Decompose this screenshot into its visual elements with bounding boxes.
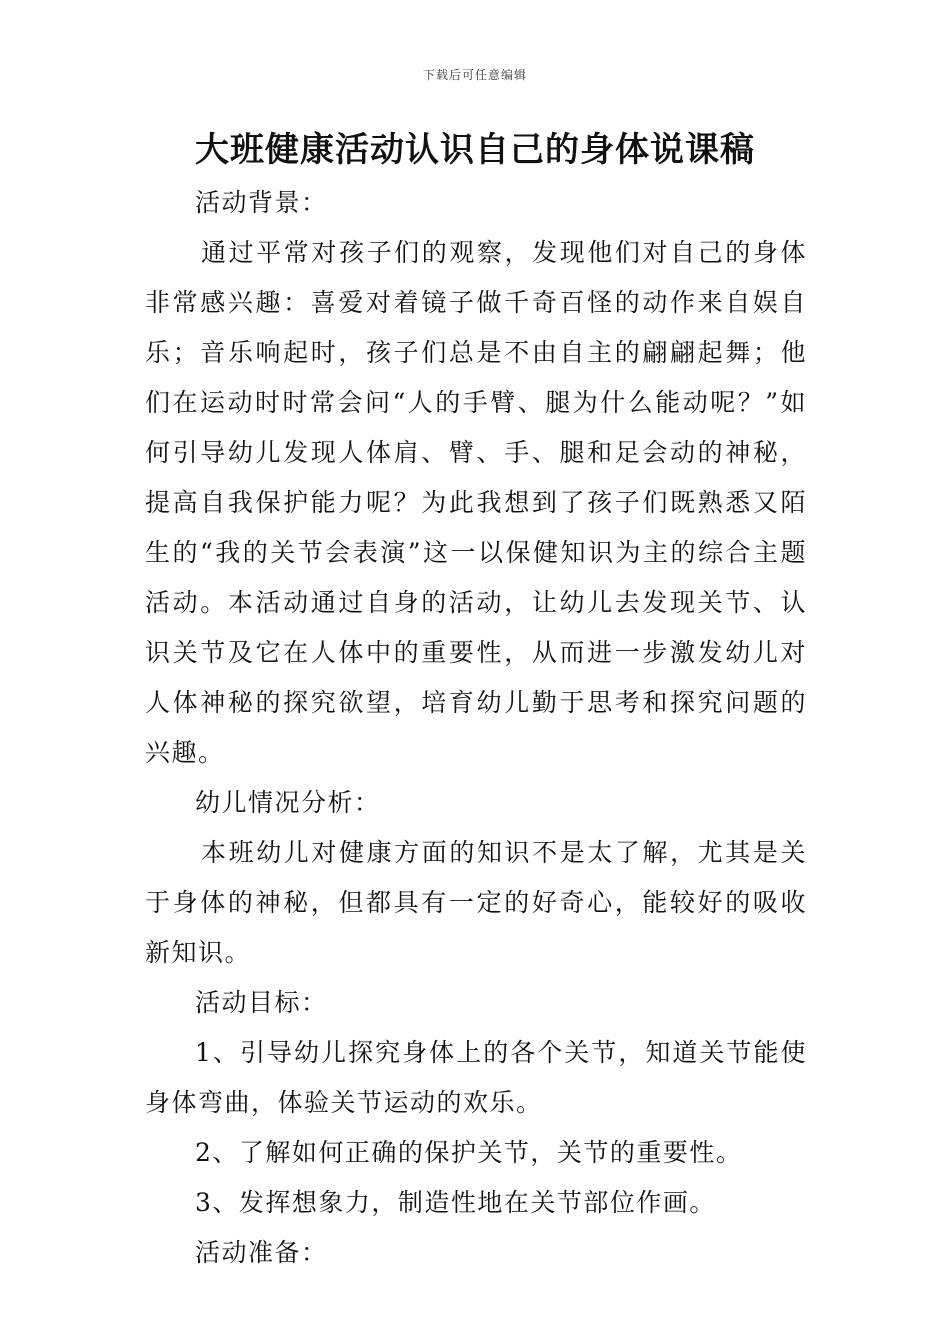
paragraph-analysis: 本班幼儿对健康方面的知识不是太了解，尤其是关于身体的神秘，但都具有一定的好奇心，能较好的吸收新知识。 [145,838,807,967]
paragraph-background: 通过平常对孩子们的观察，发现他们对自己的身体非常感兴趣：喜爱对着镜子做千奇百怪的动作来自娱自乐；音乐响起时，孩子们总是不由自主的翩翩起舞；他们在运动时时常会问“人的手臂、腿为什么能动呢？”如何引导幼儿发现人体肩、臂、手、腿和足会动的神秘，提高自我保护能力呢？为此我想到了孩子们既熟悉又陌生的“我的关节会表演”这一以保健知识为主的综合主题活动。本活动通过自身的活动，让幼儿去发现关节、认识关节及它在人体中的重要性，从而进一步激发幼儿对人体神秘的探究欲望，培育幼儿勤于思考和探究问题的兴趣。 [145,238,807,767]
header-note: 下载后可任意编辑 [422,68,527,82]
section-heading-goals: 活动目标： [195,988,328,1017]
goal-item: 1、引导幼儿探究身体上的各个关节，知道关节能使身体弯曲，体验关节运动的欢乐。 [145,1038,807,1117]
section-heading-preparation: 活动准备： [195,1238,328,1267]
page-title: 大班健康活动认识自己的身体说课稿 [195,130,755,170]
document-body [145,178,807,1278]
goal-item: 3、发挥想象力，制造性地在关节部位作画。 [195,1188,716,1217]
goal-item: 2、了解如何正确的保护关节，关节的重要性。 [195,1138,743,1167]
section-heading-background: 活动背景： [195,188,328,217]
section-heading-analysis: 幼儿情况分析： [195,788,381,817]
